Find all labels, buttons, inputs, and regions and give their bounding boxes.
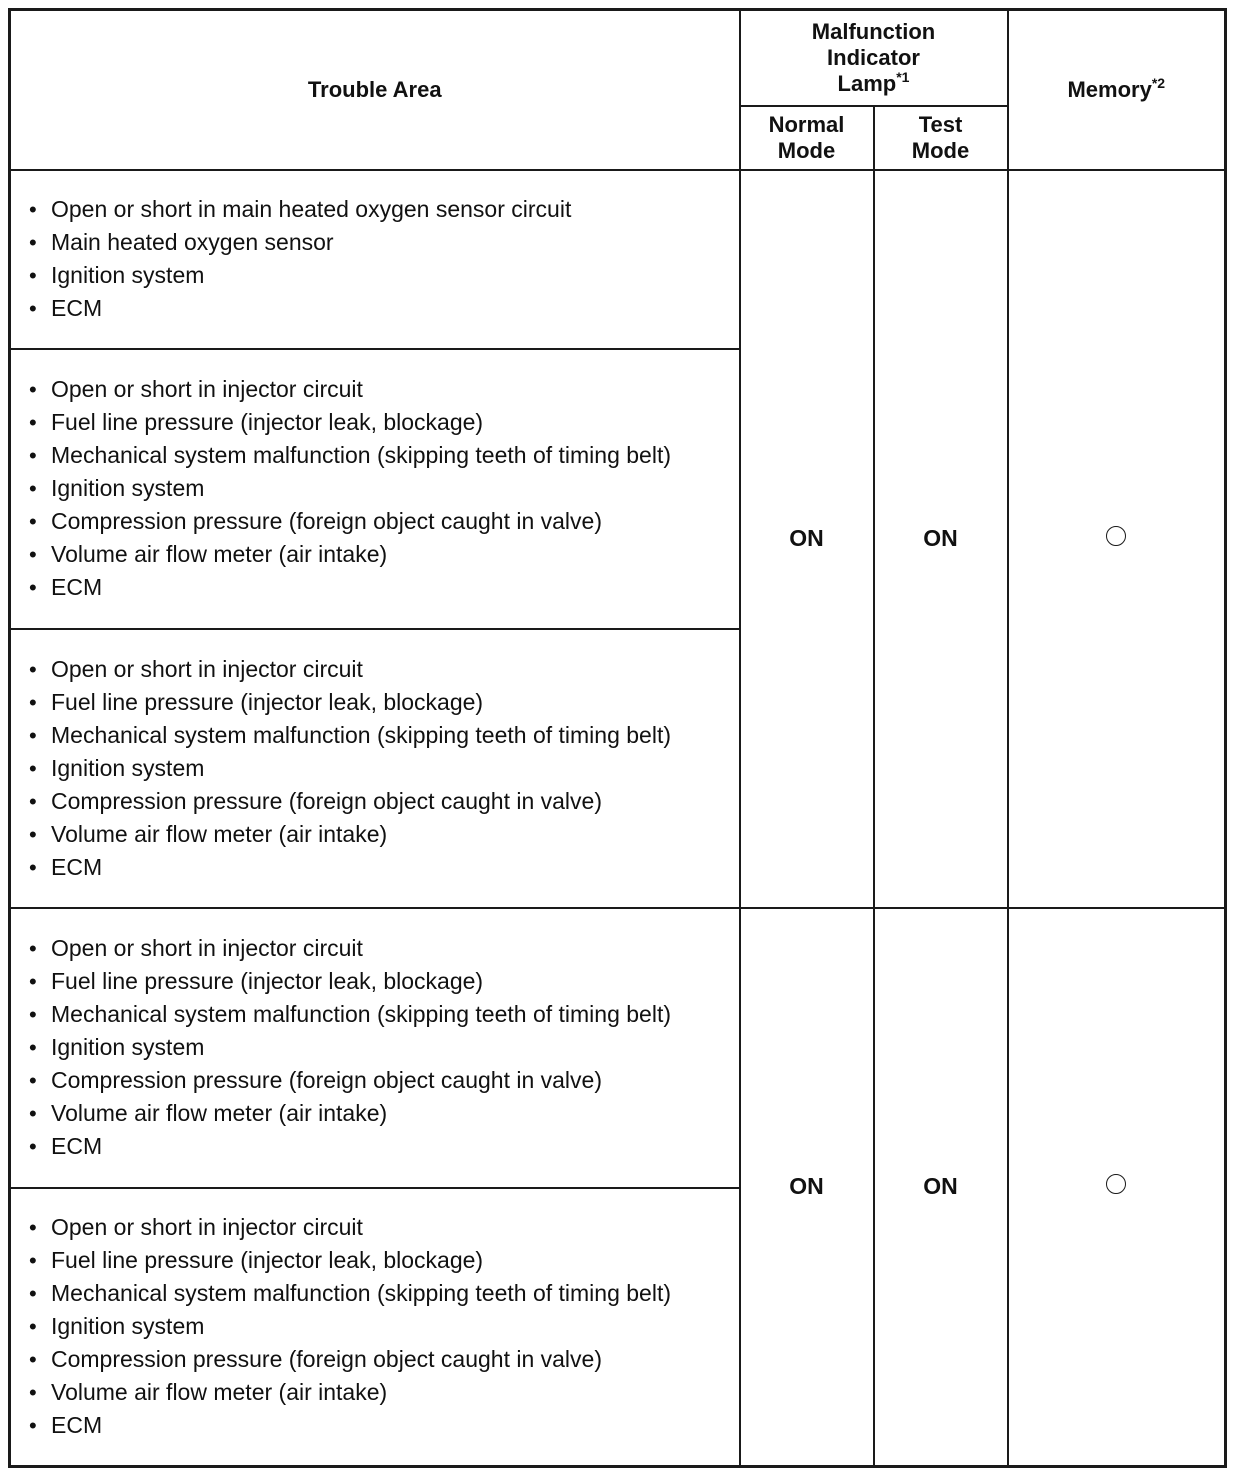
list-item: • Ignition system: [27, 1310, 729, 1343]
list-item: • Open or short in injector circuit: [27, 653, 729, 686]
list-item: • Fuel line pressure (injector leak, blockage): [27, 1244, 729, 1277]
normal-mode-value: ON: [740, 170, 874, 908]
normal-mode-value: ON: [740, 908, 874, 1467]
header-test-mode: [874, 106, 1008, 170]
list-item: • Compression pressure (foreign object caught in valve): [27, 785, 729, 818]
list-item: • Open or short in injector circuit: [27, 373, 729, 406]
table-row: [10, 908, 1226, 1188]
trouble-area-cell: [10, 1188, 740, 1467]
list-item: • ECM: [27, 1130, 729, 1163]
list-item: • Mechanical system malfunction (skipping teeth of timing belt): [27, 439, 729, 472]
memory-cell: [1008, 908, 1226, 1467]
list-item: • ECM: [27, 851, 729, 884]
trouble-area-list: [27, 932, 729, 1163]
test-mode-value: ON: [874, 170, 1008, 908]
list-item: • Compression pressure (foreign object caught in valve): [27, 505, 729, 538]
trouble-area-cell: [10, 170, 740, 349]
trouble-area-cell: [10, 908, 740, 1188]
list-item: • Compression pressure (foreign object caught in valve): [27, 1064, 729, 1097]
list-item: • Mechanical system malfunction (skipping teeth of timing belt): [27, 998, 729, 1031]
page: [8, 8, 1224, 1468]
list-item: • Ignition system: [27, 259, 729, 292]
list-item: • Main heated oxygen sensor: [27, 226, 729, 259]
header-mil-note: *1: [896, 68, 910, 85]
header-trouble-area-label: Trouble Area: [307, 76, 442, 102]
list-item: • Mechanical system malfunction (skipping teeth of timing belt): [27, 719, 729, 752]
list-item: • Volume air flow meter (air intake): [27, 1376, 729, 1409]
list-item: • Volume air flow meter (air intake): [27, 818, 729, 851]
list-item: • Fuel line pressure (injector leak, blockage): [27, 965, 729, 998]
memory-cell: [1008, 170, 1226, 908]
trouble-area-list: [27, 1211, 729, 1442]
list-item: • Ignition system: [27, 1031, 729, 1064]
list-item: • Mechanical system malfunction (skipping teeth of timing belt): [27, 1277, 729, 1310]
header-mil: [740, 10, 1008, 106]
list-item: • Open or short in injector circuit: [27, 932, 729, 965]
list-item: • Open or short in injector circuit: [27, 1211, 729, 1244]
list-item: • Fuel line pressure (injector leak, blockage): [27, 406, 729, 439]
trouble-table: [8, 8, 1227, 1468]
header-test-mode-label: Test Mode: [911, 111, 970, 163]
test-mode-value: ON: [874, 908, 1008, 1467]
header-trouble-area: [10, 10, 740, 170]
circle-icon: [1106, 526, 1126, 546]
list-item: • Volume air flow meter (air intake): [27, 538, 729, 571]
list-item: • Open or short in main heated oxygen sensor circuit: [27, 193, 729, 226]
list-item: • ECM: [27, 292, 729, 325]
header-normal-mode-label: Normal Mode: [768, 111, 845, 163]
table-row: [10, 170, 1226, 349]
circle-icon: [1106, 1174, 1126, 1194]
list-item: • Volume air flow meter (air intake): [27, 1097, 729, 1130]
list-item: • ECM: [27, 1409, 729, 1442]
list-item: • Ignition system: [27, 752, 729, 785]
header-normal-mode: [740, 106, 874, 170]
trouble-area-cell: [10, 349, 740, 629]
trouble-area-cell: [10, 629, 740, 908]
list-item: • Ignition system: [27, 472, 729, 505]
list-item: • ECM: [27, 571, 729, 604]
trouble-area-list: [27, 373, 729, 604]
trouble-area-list: [27, 653, 729, 884]
header-memory-note: *2: [1151, 74, 1166, 91]
list-item: • Compression pressure (foreign object caught in valve): [27, 1343, 729, 1376]
header-mil-label: Malfunction Indicator Lamp: [811, 18, 936, 96]
header-memory-label: Memory: [1067, 76, 1152, 102]
trouble-area-list: [27, 193, 729, 325]
list-item: • Fuel line pressure (injector leak, blockage): [27, 686, 729, 719]
header-memory: [1008, 10, 1226, 170]
